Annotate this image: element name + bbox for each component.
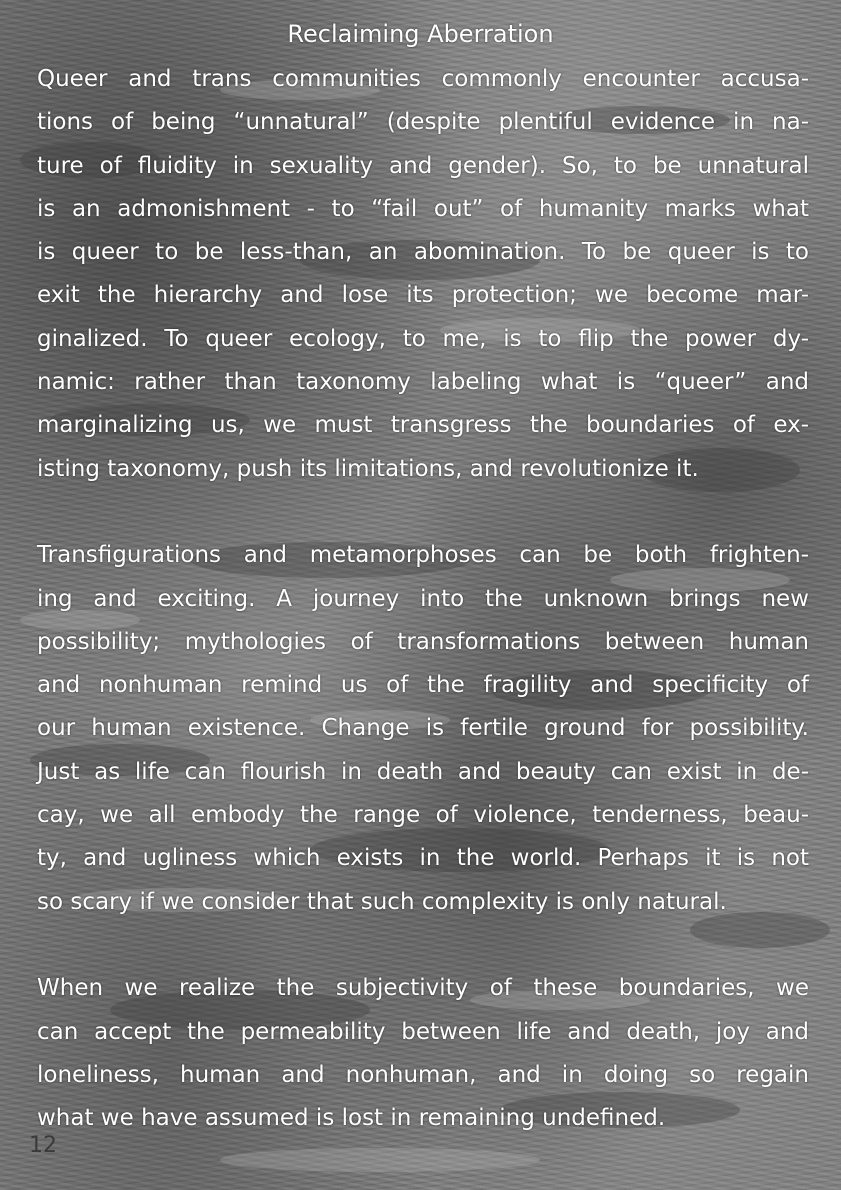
paragraph-gap [37,491,809,534]
body-text [37,58,809,1140]
paragraph-1 [37,58,809,491]
text-line: marginalizing us, we must transgress the boundaries of ex- [37,412,809,439]
page-title: Reclaiming Aberration [287,20,554,48]
text-line: ginalized. To queer ecology, to me, is to flip the power dy- [37,325,809,352]
text-line: tions of being “unnatural” (despite plentiful evidence in na- [37,109,809,136]
page-number: 12 [29,1133,57,1158]
text-line: Queer and trans communities commonly encounter accusa- [37,66,809,92]
text-line: what we have assumed is lost in remaining undefined. [37,1105,666,1132]
text-line: possibility; mythologies of transformations between human [37,628,809,655]
text-line: ty, and ugliness which exists in the world. Perhaps it is not [37,845,809,872]
text-line: ing and exciting. A journey into the unknown brings new [37,585,809,612]
text-line: and nonhuman remind us of the fragility and specificity of [37,672,809,699]
text-line: namic: rather than taxonomy labeling what is “queer” and [37,369,809,396]
text-line: loneliness, human and nonhuman, and in doing so regain [37,1061,809,1088]
text-line: isting taxonomy, push its limitations, and revolutionize it. [37,455,699,482]
text-line: ture of fluidity in sexuality and gender). So, to be unnatural [37,152,809,179]
text-line: When we realize the subjectivity of these boundaries, we [37,975,809,1002]
text-line: is queer to be less-than, an abomination. To be queer is to [37,239,809,266]
text-line: so scary if we consider that such complexity is only natural. [37,888,727,915]
text-line: cay, we all embody the range of violence, tenderness, beau- [37,802,809,829]
paragraph-3 [37,967,809,1140]
text-line: Just as life can flourish in death and beauty can exist in de- [37,758,809,785]
text-line: is an admonishment - to “fail out” of humanity marks what [37,195,809,222]
text-line: can accept the permeability between life and death, joy and [37,1018,809,1045]
paragraph-2 [37,534,809,924]
text-line: exit the hierarchy and lose its protection; we become mar- [37,282,809,309]
text-line: our human existence. Change is fertile ground for possibility. [37,715,809,742]
paragraph-gap [37,924,809,967]
text-line: Transfigurations and metamorphoses can be both frighten- [37,542,809,569]
